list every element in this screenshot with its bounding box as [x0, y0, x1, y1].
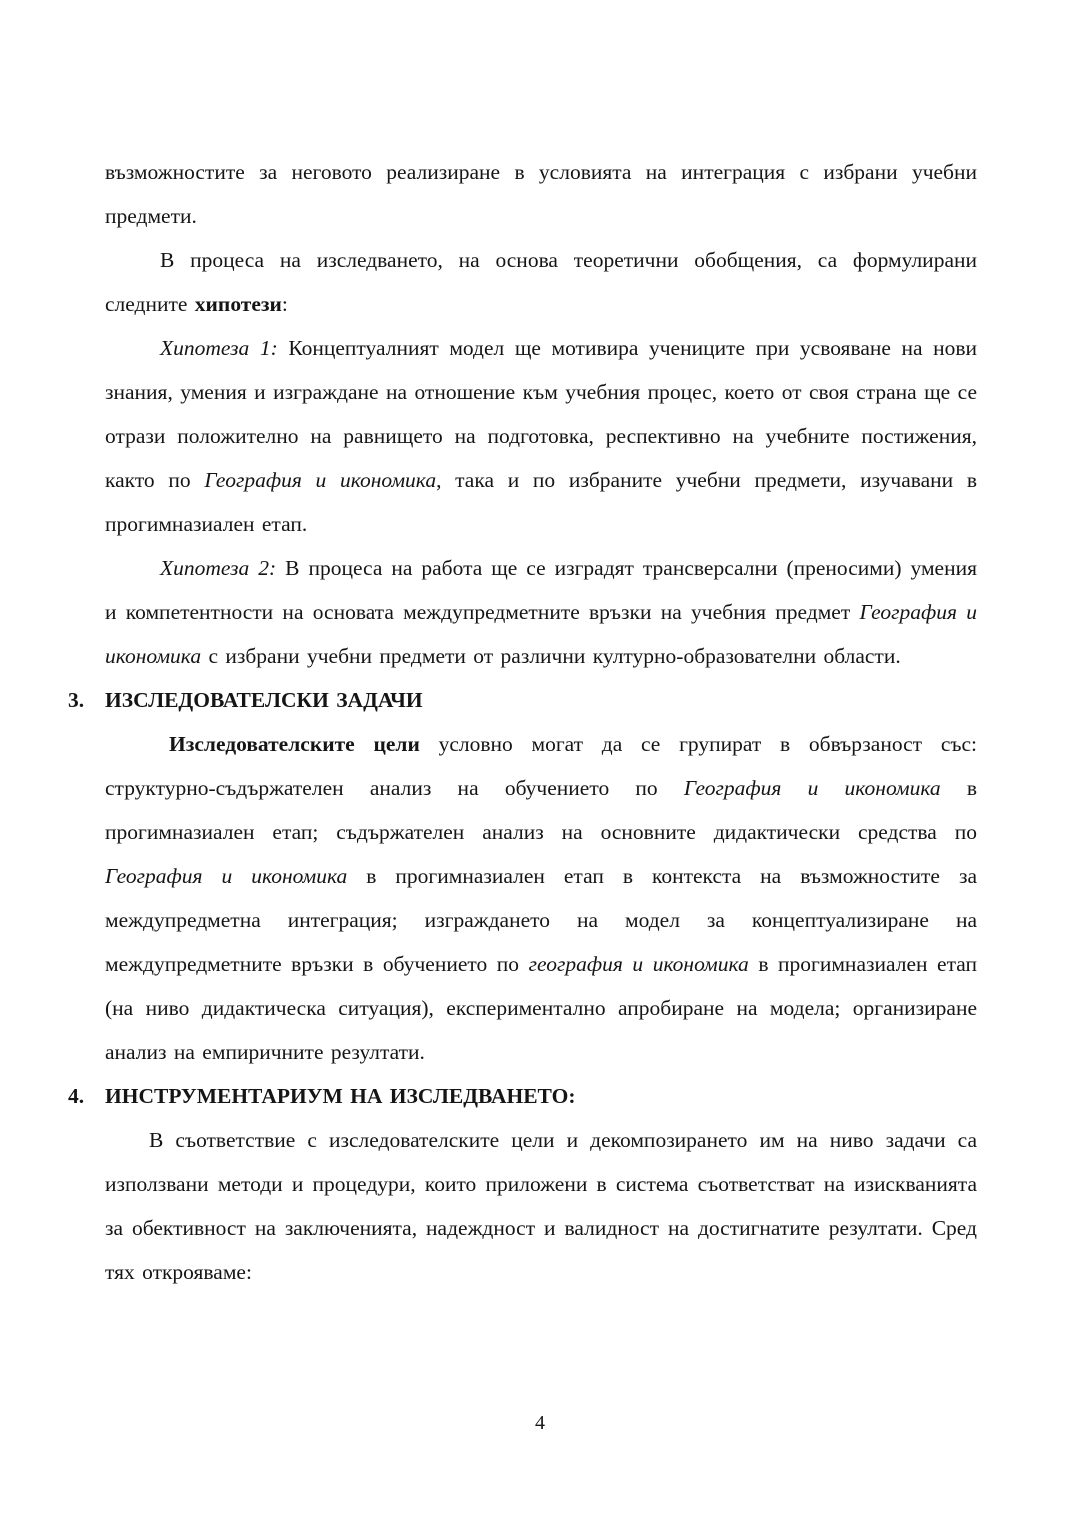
text-run: хипотези — [194, 292, 282, 316]
page-number: 4 — [535, 1412, 545, 1434]
paragraph — [105, 150, 977, 238]
text-run: В процеса на работа ще се изградят трансверсални (преносими) умения и компетентности на основата междупредметните връзки на учебния предмет — [105, 556, 978, 624]
heading-number: 4. — [68, 1084, 85, 1108]
text-run: В съответствие с изследователските цели и декомпозирането им на ниво задачи са използвани методи и процедури, които приложени в система съответстват на изискванията за обективност на заключенията, надеждност и валидност на достигнатите резултати. Сред тях открояваме: — [105, 1128, 977, 1284]
text-run: в прогимназиален етап; съдържателен анализ на основните дидактически средства по — [105, 776, 978, 844]
text-run: География и икономика — [683, 776, 941, 800]
paragraph — [105, 1118, 977, 1294]
paragraph — [105, 546, 977, 678]
text-run: Хипотеза 2: — [160, 556, 277, 580]
document-body — [68, 150, 978, 1294]
text-run: География и икономика — [204, 468, 437, 492]
text-run: , така и по избраните учебни предмети, изучавани в прогимназиален етап. — [105, 468, 978, 536]
text-run: Изследователските цели — [169, 732, 420, 756]
text-run: ИНСТРУМЕНТАРИУМ НА ИЗСЛЕДВАНЕТО — [105, 1084, 569, 1108]
text-run: география и икономика — [528, 952, 749, 976]
text-run: в прогимназиален етап (на ниво дидактическа ситуация), експериментално апробиране на модела; организиране анализ на емпиричните резултати. — [105, 952, 977, 1064]
text-run: География и икономика — [105, 600, 977, 668]
paragraph — [105, 722, 977, 1074]
text-run: Концептуалният модел ще мотивира учениците при усвояване на нови знания, умения и изграждане на отношение към учебния процес, което от своя страна ще се отрази положително на равнището на подготовка, респективно на учебните постижения, както по — [105, 336, 977, 492]
text-run: : — [568, 1084, 576, 1108]
section-heading — [68, 1074, 977, 1118]
text-run: в прогимназиален етап в контекста на възможностите за междупредметна интеграция; изграждането на модел за концептуализиране на междупредметните връзки в обучението по — [105, 864, 977, 976]
text-run: възможностите за неговото реализиране в условията на интеграция с избрани учебни предмети. — [105, 160, 977, 228]
text-run: Хипотеза 1: — [160, 336, 278, 360]
text-run: География и икономика — [105, 864, 348, 888]
text-run: с избрани учебни предмети от различни културно-образователни области. — [201, 644, 901, 668]
text-run: : — [281, 292, 288, 316]
paragraph — [105, 326, 977, 546]
text-run: В процеса на изследването, на основа теоретични обобщения, са формулирани следните — [105, 248, 977, 316]
text-run: ИЗСЛЕДОВАТЕЛСКИ ЗАДАЧИ — [105, 688, 423, 712]
text-run: условно могат да се групират в обвързаност със: структурно-съдържателен анализ на обучението по — [105, 732, 977, 800]
heading-number: 3. — [68, 688, 85, 712]
section-heading — [68, 678, 977, 722]
paragraph — [105, 238, 977, 326]
